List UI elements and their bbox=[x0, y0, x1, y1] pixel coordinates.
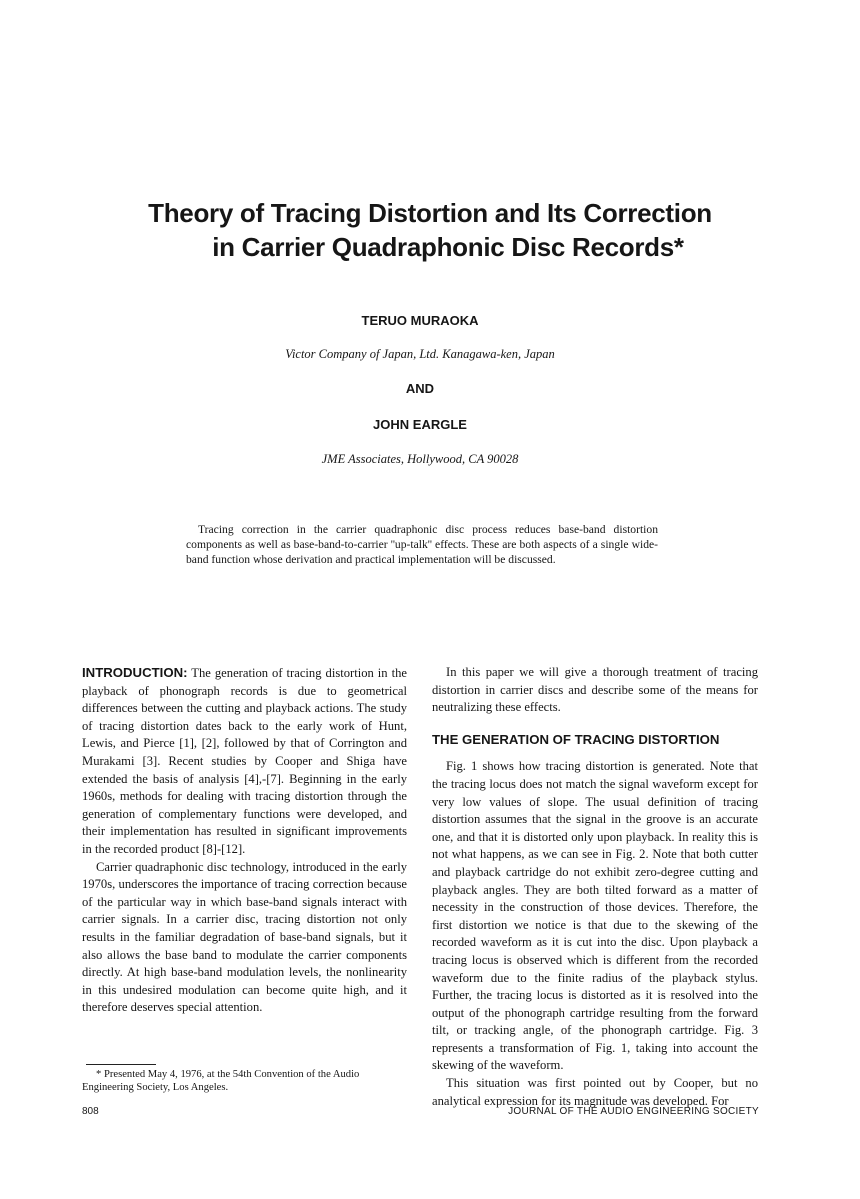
intro-heading: INTRODUCTION: bbox=[82, 665, 188, 680]
abstract-text: Tracing correction in the carrier quadraphonic disc process reduces base-band distortion components as well as base-band-to-carrier ''up-talk'' effects. These are both aspects of a single wide-band function whose derivation and practical implementation will be discussed. bbox=[186, 523, 658, 566]
intro-paragraph bbox=[82, 664, 407, 859]
page-number: 808 bbox=[82, 1106, 99, 1117]
authors-and: AND bbox=[405, 381, 435, 396]
right-paragraph-3: This situation was first pointed out by Cooper, but no analytical expression for its magnitude was developed. For bbox=[432, 1076, 758, 1108]
abstract bbox=[186, 522, 658, 567]
journal-name: JOURNAL OF THE AUDIO ENGINEERING SOCIETY bbox=[508, 1106, 759, 1117]
author-name-1: TERUO MURAOKA bbox=[361, 313, 479, 328]
right-paragraph-2: Fig. 1 shows how tracing distortion is generated. Note that the tracing locus does not match the signal waveform except for very low values of slope. The usual definition of tracing distortion assumes that the signal in the groove is an accurate one, and that it is distorted only upon playback. In reality this is not what happens, as we can see in Fig. 2. Note that both cutter and playback cartridge do not exhibit zero-degree cutting and playback angles. They are both tilted forward as a matter of necessity in the construction of those devices. Therefore, the first distortion we notice is that due to the skewing of the recorded waveform as it is cut into the disc. Upon playback a tracing locus is observed which is different from the recorded waveform due to the finite radius of the playback stylus. Further, the tracing locus is distorted as it is resolved into the output of the phonograph cartridge resulting from the forward tilt, or tracking angle, of the phonograph cartridge. Fig. 3 represents a transformation of Fig. 1, taking into account the skewing of the waveform. bbox=[432, 759, 758, 1073]
title-line-1: Theory of Tracing Distortion and Its Correction bbox=[148, 198, 712, 228]
title-line-2: in Carrier Quadraphonic Disc Records* bbox=[212, 232, 684, 262]
left-paragraph-2: Carrier quadraphonic disc technology, introduced in the early 1970s, underscores the importance of tracing correction because of the particular way in which base-band signals interact with carrier signals. In a carrier disc, tracing distortion not only results in the familiar degradation of base-band signals, but it also allows the base band to modulate the carrier components directly. At high base-band modulation levels, the nonlinearity in this undesired modulation can become quite high, and it therefore deserves special attention. bbox=[82, 859, 407, 1015]
left-column bbox=[82, 664, 407, 1017]
section-heading: THE GENERATION OF TRACING DISTORTION bbox=[432, 731, 720, 747]
right-paragraph-1: In this paper we will give a thorough treatment of tracing distortion in carrier discs and describe some of the means for neutralizing these effects. bbox=[432, 665, 758, 715]
intro-text: The generation of tracing distortion in the playback of phonograph records is due to geometrical differences between the cutting and playback actions. The study of tracing distortion dates back to the early work of Hunt, Lewis, and Pierce [1], [2], followed by that of Corrington and Murakami [3]. Recent studies by Cooper and Shiga have extended the basis of analysis [4],-[7]. Beginning in the early 1960s, methods for dealing with tracing distortion through the generation of complementary functions were developed, and their implementation has resulted in significant improvements in the recorded product [8]-[12]. bbox=[82, 666, 407, 856]
footnote: * Presented May 4, 1976, at the 54th Convention of the Audio Engineering Society, Los Angeles. bbox=[82, 1069, 360, 1093]
author-affiliation-1: Victor Company of Japan, Ltd. Kanagawa-ken, Japan bbox=[285, 347, 555, 361]
paper-title bbox=[60, 196, 800, 264]
right-column bbox=[432, 664, 758, 1110]
footnote-rule bbox=[86, 1064, 156, 1065]
author-name-2: JOHN EARGLE bbox=[373, 417, 467, 432]
author-affiliation-2: JME Associates, Hollywood, CA 90028 bbox=[321, 452, 519, 466]
